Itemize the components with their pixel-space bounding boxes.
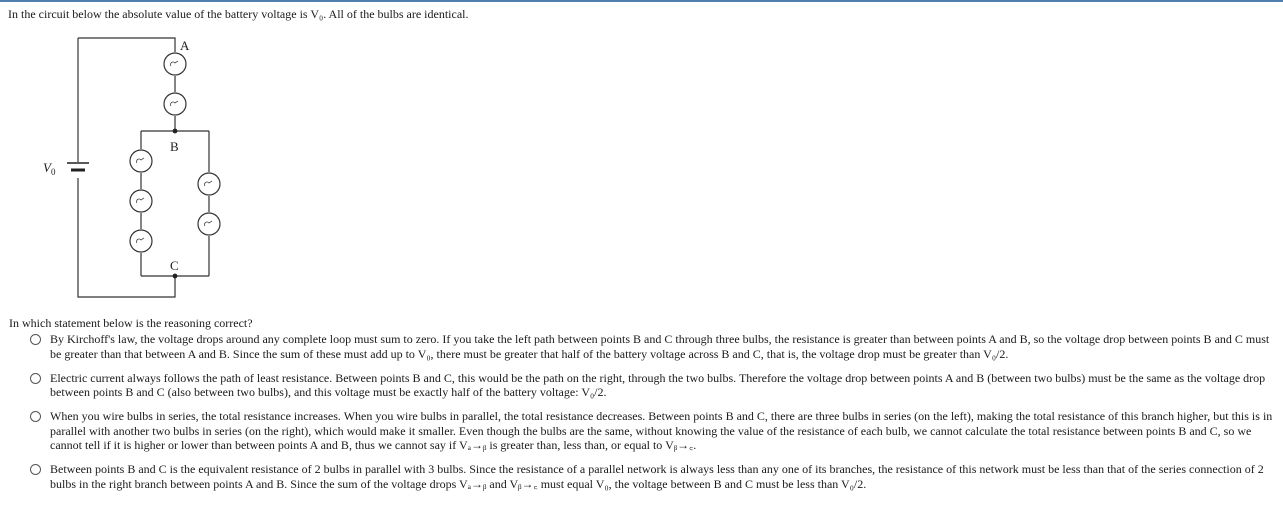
bulb-icon	[130, 190, 152, 212]
answer-option-4[interactable]	[30, 462, 1278, 491]
question-prompt: In which statement below is the reasoning correct?	[9, 316, 253, 330]
circuit-diagram	[0, 0, 260, 310]
battery-symbol	[67, 163, 89, 170]
radio-button[interactable]	[30, 373, 41, 384]
bulb-icon	[130, 230, 152, 252]
radio-button[interactable]	[30, 464, 41, 475]
wire-top	[78, 38, 175, 52]
junction-b	[173, 129, 178, 134]
label-battery: $V_0$	[43, 160, 56, 177]
option-text: Between points B and C is the equivalent resistance of 2 bulbs in parallel with 3 bulbs. Since the resistance of a parallel network is always less than any one of its branches, the resistance of this network must be less than that of the series connection of 2 bulbs in the right branch between points A and B. Since the sum of the voltage drops Vₐ→ᵦ and Vᵦ→꜀ must equal V₀, the voltage between B and C must be less than V₀/2.	[50, 462, 1264, 491]
option-text: When you wire bulbs in series, the total resistance increases. When you wire bulbs in parallel, the total resistance decreases. Between points B and C, there are three bulbs in series (on the left), making the total resistance of this branch higher, but this is in parallel with another two bulbs in series (on the right), which would make it smaller. Even though the bulbs are the same, without knowing the value of the resistance of each bulb, we cannot calculate the total resistance between points B and C, so we cannot tell if it is higher or lower than between points A and B, thus we cannot say if Vₐ→ᵦ is greater than, less than, or equal to Vᵦ→꜀.	[50, 409, 1273, 453]
wire-left-lower	[78, 178, 175, 297]
answer-option-1[interactable]	[30, 332, 1278, 361]
label-c: C	[170, 258, 179, 273]
bulb-icon	[164, 53, 186, 75]
question-intro: In the circuit below the absolute value of the battery voltage is V₀. All of the bulbs are identical.	[8, 7, 469, 21]
bulb-icon	[130, 150, 152, 172]
bulb-icon	[198, 213, 220, 235]
junction-c	[173, 274, 178, 279]
label-a: A	[180, 38, 190, 53]
radio-button[interactable]	[30, 334, 41, 345]
answer-options	[30, 332, 1278, 501]
option-text: By Kirchoff's law, the voltage drops around any complete loop must sum to zero. If you take the left path between points B and C through three bulbs, the resistance is greater than between points A and B, so the voltage drop between points B and C must be greater than that between A and B. Since the sum of these must add up to V₀, there must be greater that half of the battery voltage across B and C, that is, the voltage drop must be greater than V₀/2.	[50, 332, 1270, 361]
label-b: B	[170, 139, 179, 154]
bulb-icon	[198, 173, 220, 195]
option-text: Electric current always follows the path of least resistance. Between points B and C, this would be the path on the right, through the two bulbs. Therefore the voltage drop between points A and B (between two bulbs) must be the same as the voltage drop between points B and C (also between two bulbs), and this voltage must be exactly half of the battery voltage: V₀/2.	[50, 370, 1266, 400]
answer-option-2[interactable]	[30, 371, 1278, 400]
radio-button[interactable]	[30, 411, 41, 422]
bulb-icon	[164, 93, 186, 115]
answer-option-3[interactable]	[30, 409, 1278, 453]
